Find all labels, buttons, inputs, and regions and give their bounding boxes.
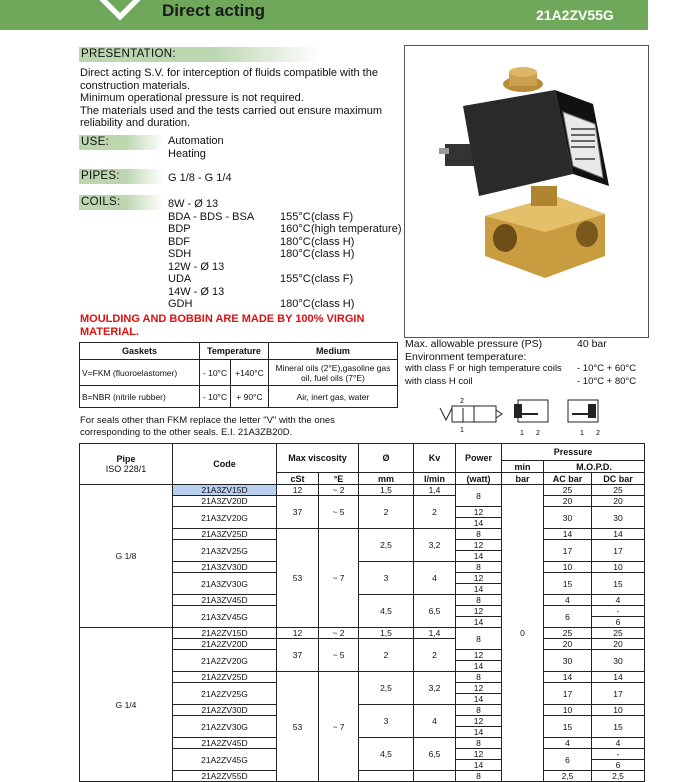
diameter-header: Ø [359, 444, 414, 473]
power-cell: 8 [456, 485, 502, 507]
power-cell: 8 [456, 771, 502, 782]
code-cell: 21A3ZV30G [173, 573, 277, 595]
temp-min-cell: - 10°C [200, 360, 231, 386]
ac-cell: 6 [544, 606, 592, 628]
engler-cell: ~ 5 [319, 496, 359, 529]
coil-row [168, 211, 403, 224]
ac-cell: 15 [544, 716, 592, 738]
ac-cell: 2,5 [544, 771, 592, 782]
presentation-line: The materials used and the tests carried out ensure maximum [80, 104, 383, 117]
kv-cell: 4 [414, 705, 456, 738]
power-header: Power [456, 444, 502, 473]
temp-min-cell: - 10°C [200, 386, 231, 408]
coils-label: COILS: [79, 195, 163, 210]
warning-line: MATERIAL. [80, 325, 140, 338]
power-cell: 14 [456, 694, 502, 705]
engler-cell: ~ 2 [319, 485, 359, 496]
use-value: Automation [168, 135, 224, 147]
kv-cell: 3,2 [414, 672, 456, 705]
cst-cell: 12 [277, 628, 319, 639]
ac-cell: 10 [544, 562, 592, 573]
code-header: Code [173, 444, 277, 485]
coil-name: UDA [168, 273, 192, 285]
power-cell: 12 [456, 540, 502, 551]
env-temp-label: Environment temperature: [405, 350, 527, 363]
dc-cell: 4 [592, 595, 645, 606]
code-cell: 21A2ZV45D [173, 738, 277, 749]
medium-cell: Air, inert gas, water [268, 386, 397, 408]
cst-cell: 12 [277, 485, 319, 496]
env-temp-row [405, 363, 655, 376]
env-temp-row-label: with class F or high temperature coils [405, 363, 562, 374]
code-cell: 21A3ZV30D [173, 562, 277, 573]
power-cell: 8 [456, 562, 502, 573]
power-cell: 14 [456, 727, 502, 738]
port-label: 1 [520, 430, 524, 437]
ac-cell: 6 [544, 749, 592, 771]
ac-cell: 4 [544, 738, 592, 749]
kv-cell: 4 [414, 562, 456, 595]
dc-header: DC bar [592, 473, 645, 485]
dc-cell: 2,5 [592, 771, 645, 782]
power-cell: 12 [456, 716, 502, 727]
kv-cell: 2 [414, 639, 456, 672]
ac-cell: 4 [544, 595, 592, 606]
watt-header: (watt) [456, 473, 502, 485]
ac-cell: 30 [544, 650, 592, 672]
coil-row [168, 223, 403, 236]
power-cell: 14 [456, 617, 502, 628]
dc-cell: 10 [592, 705, 645, 716]
dc-cell: 6 [592, 617, 645, 628]
product-code: 21A2ZV55G [536, 7, 614, 23]
use-label: USE: [79, 135, 163, 150]
code-cell: 21A2ZV30D [173, 705, 277, 716]
product-photo [404, 45, 649, 338]
power-cell: 14 [456, 551, 502, 562]
diameter-cell: 2,5 [359, 529, 414, 562]
code-cell: 21A2ZV55D [173, 771, 277, 782]
pipe-header [80, 444, 173, 485]
coil-name: BDA - BDS - BSA [168, 210, 255, 223]
medium-header: Medium [268, 343, 397, 360]
seals-note-line: For seals other than FKM replace the letter "V" with the ones [80, 415, 335, 426]
kv-cell [414, 771, 456, 782]
diameter-cell: 1,5 [359, 628, 414, 639]
env-temp-row-label: with class H coil [405, 375, 473, 387]
cst-cell: 53 [277, 672, 319, 782]
diameter-cell: 2 [359, 639, 414, 672]
coil-class: (class H) [311, 248, 355, 260]
code-cell: 21A3ZV45G [173, 606, 277, 628]
pressure-header: Pressure [502, 444, 645, 461]
coil-name: 12W - Ø 13 [168, 260, 225, 273]
material-warning [80, 313, 400, 338]
dc-cell: 30 [592, 650, 645, 672]
diameter-cell: 3 [359, 705, 414, 738]
gasket-cell: V=FKM (fluoroelastomer) [80, 360, 200, 386]
code-cell: 21A3ZV25G [173, 540, 277, 562]
coil-row [168, 198, 403, 211]
product-table [79, 443, 645, 782]
valve-symbols-icon [438, 396, 608, 438]
mm-header: mm [359, 473, 414, 485]
diameter-cell: 4,5 [359, 738, 414, 771]
power-cell: 12 [456, 573, 502, 584]
power-cell: 8 [456, 705, 502, 716]
power-cell: 8 [456, 672, 502, 683]
code-cell: 21A3ZV45D [173, 595, 277, 606]
env-temp-row-value: - 10°C + 60°C [577, 363, 637, 374]
seals-note-line: corresponding to the other seals. E.I. 21A3ZB20D. [80, 426, 293, 438]
ac-cell: 25 [544, 628, 592, 639]
env-temp-row-value: - 10°C + 80°C [577, 375, 637, 387]
min-cell: 0 [502, 485, 544, 782]
lmin-header: l/min [414, 473, 456, 485]
presentation-line: reliability and duration. [80, 117, 191, 129]
page-title: Direct acting [162, 1, 265, 20]
use-value: Heating [168, 147, 206, 160]
viscosity-header: Max viscosity [277, 444, 359, 473]
use-values [168, 135, 224, 160]
engler-cell: ~ 5 [319, 639, 359, 672]
kv-cell: 1,4 [414, 628, 456, 639]
cst-cell: 37 [277, 639, 319, 672]
max-pressure-row [405, 338, 655, 351]
power-cell: 8 [456, 529, 502, 540]
max-pressure-label: Max. allowable pressure (PS) [405, 338, 543, 350]
dc-cell: 14 [592, 529, 645, 540]
power-cell: 12 [456, 606, 502, 617]
code-cell: 21A3ZV25D [173, 529, 277, 540]
kv-cell: 6,5 [414, 595, 456, 628]
coil-temp: 155°C [280, 210, 311, 223]
engler-cell: ~ 7 [319, 529, 359, 628]
pipe-cell: G 1/8 [80, 485, 173, 628]
diameter-cell: 2,5 [359, 672, 414, 705]
power-cell: 12 [456, 749, 502, 760]
warning-line: MOULDING AND BOBBIN ARE MADE BY 100% VIRGIN [80, 313, 365, 325]
ac-header: AC bar [544, 473, 592, 485]
cst-cell: 37 [277, 496, 319, 529]
temp-max-cell: +140°C [231, 360, 269, 386]
power-cell: 8 [456, 595, 502, 606]
code-cell: 21A2ZV30G [173, 716, 277, 738]
power-cell: 8 [456, 628, 502, 650]
medium-cell: Mineral oils (2°E),gasoline gas oil, fuel oils (7°E) [268, 360, 397, 386]
code-cell: 21A3ZV20D [173, 496, 277, 507]
coil-temp: 180°C [280, 248, 311, 260]
kv-cell: 3,2 [414, 529, 456, 562]
ac-cell: 10 [544, 705, 592, 716]
coil-temp: 160°C [280, 223, 311, 235]
power-cell: 12 [456, 650, 502, 661]
dc-cell: 10 [592, 562, 645, 573]
code-cell: 21A2ZV20D [173, 639, 277, 650]
temperature-header: Temperature [200, 343, 269, 360]
code-cell: 21A3ZV20G [173, 507, 277, 529]
brand-logo-icon [90, 0, 150, 24]
mopd-header: M.O.P.D. [544, 461, 645, 473]
engler-cell: ~ 2 [319, 628, 359, 639]
code-cell: 21A2ZV25G [173, 683, 277, 705]
product-table-body [80, 485, 645, 782]
coil-row [168, 248, 403, 261]
dc-cell: - [592, 749, 645, 760]
kv-cell: 1,4 [414, 485, 456, 496]
dc-cell: 6 [592, 760, 645, 771]
dc-cell: - [592, 606, 645, 617]
dc-cell: 20 [592, 639, 645, 650]
table-row [80, 485, 645, 496]
coil-row [168, 261, 403, 274]
pipe-header-sub: ISO 228/1 [105, 464, 147, 474]
dc-cell: 15 [592, 573, 645, 595]
presentation-line: Minimum operational pressure is not required. [80, 92, 304, 104]
ac-cell: 14 [544, 672, 592, 683]
coil-class: (class H) [311, 298, 355, 310]
cst-cell: 53 [277, 529, 319, 628]
pipe-cell: G 1/4 [80, 628, 173, 782]
presentation-label: PRESENTATION: [79, 47, 321, 62]
dc-cell: 17 [592, 683, 645, 705]
gasket-cell: B=NBR (nitrile rubber) [80, 386, 200, 408]
pipe-header-label: Pipe [116, 454, 136, 464]
env-temp-row [405, 376, 655, 389]
ac-cell: 25 [544, 485, 592, 496]
coil-class: (class F) [311, 210, 354, 223]
gasket-header: Gaskets [80, 343, 200, 360]
presentation-line: Direct acting S.V. for interception of fluids compatible with the [80, 67, 378, 79]
code-cell: 21A2ZV45G [173, 749, 277, 771]
coil-name: BDF [168, 235, 190, 248]
table-row [80, 628, 645, 639]
ac-cell: 17 [544, 540, 592, 562]
dc-cell: 20 [592, 496, 645, 507]
coils-list [168, 198, 403, 311]
max-pressure-value: 40 bar [577, 338, 607, 350]
dc-cell: 14 [592, 672, 645, 683]
engler-cell: ~ 7 [319, 672, 359, 782]
min-header: min [502, 461, 544, 473]
port-label: 2 [460, 398, 464, 405]
coil-temp: 180°C [280, 235, 311, 248]
dc-cell: 15 [592, 716, 645, 738]
coil-name: 8W - Ø 13 [168, 198, 219, 210]
coil-row [168, 273, 403, 286]
power-cell: 14 [456, 760, 502, 771]
power-cell: 14 [456, 518, 502, 529]
port-label: 2 [596, 430, 600, 437]
ac-cell: 20 [544, 639, 592, 650]
code-cell: 21A3ZV15D [173, 485, 277, 496]
dc-cell: 4 [592, 738, 645, 749]
presentation-text [80, 67, 400, 130]
kv-header: Kv [414, 444, 456, 473]
temp-max-cell: + 90°C [231, 386, 269, 408]
coil-row [168, 298, 403, 311]
coil-temp: 180°C [280, 298, 311, 310]
diameter-cell: 3 [359, 562, 414, 595]
dc-cell: 17 [592, 540, 645, 562]
power-cell: 14 [456, 584, 502, 595]
ac-cell: 14 [544, 529, 592, 540]
kv-cell: 6,5 [414, 738, 456, 771]
coil-name: BDP [168, 223, 191, 235]
gasket-table [79, 342, 398, 408]
ac-cell: 30 [544, 507, 592, 529]
code-cell: 21A2ZV20G [173, 650, 277, 672]
coil-name: GDH [168, 298, 193, 310]
code-cell: 21A2ZV25D [173, 672, 277, 683]
seals-note [80, 415, 398, 438]
coil-row [168, 236, 403, 249]
coil-name: SDH [168, 248, 192, 260]
power-cell: 12 [456, 507, 502, 518]
coil-temp: 155°C [280, 273, 311, 285]
port-label: 2 [536, 430, 540, 437]
coil-class: (class F) [311, 273, 354, 285]
dc-cell: 30 [592, 507, 645, 529]
specs-block [405, 338, 655, 388]
kv-cell: 2 [414, 496, 456, 529]
coil-row [168, 286, 403, 299]
port-label: 1 [460, 427, 464, 434]
power-cell: 14 [456, 661, 502, 672]
coil-class: (high temperature) [311, 223, 402, 235]
diameter-cell: 2 [359, 496, 414, 529]
ac-cell: 20 [544, 496, 592, 507]
code-cell: 21A2ZV15D [173, 628, 277, 639]
diameter-cell [359, 771, 414, 782]
pipes-label: PIPES: [79, 169, 163, 184]
cst-header: cSt [277, 473, 319, 485]
coil-name: 14W - Ø 13 [168, 285, 225, 298]
pipes-value: G 1/8 - G 1/4 [168, 172, 232, 184]
engler-header: °E [319, 473, 359, 485]
coil-class: (class H) [311, 235, 355, 248]
bar-header: bar [502, 473, 544, 485]
diameter-cell: 4,5 [359, 595, 414, 628]
power-cell: 12 [456, 683, 502, 694]
presentation-line: construction materials. [80, 79, 191, 92]
port-label: 1 [580, 430, 584, 437]
valve-image-icon [405, 46, 648, 337]
ac-cell: 15 [544, 573, 592, 595]
dc-cell: 25 [592, 485, 645, 496]
diameter-cell: 1,5 [359, 485, 414, 496]
power-cell: 8 [456, 738, 502, 749]
ac-cell: 17 [544, 683, 592, 705]
dc-cell: 25 [592, 628, 645, 639]
